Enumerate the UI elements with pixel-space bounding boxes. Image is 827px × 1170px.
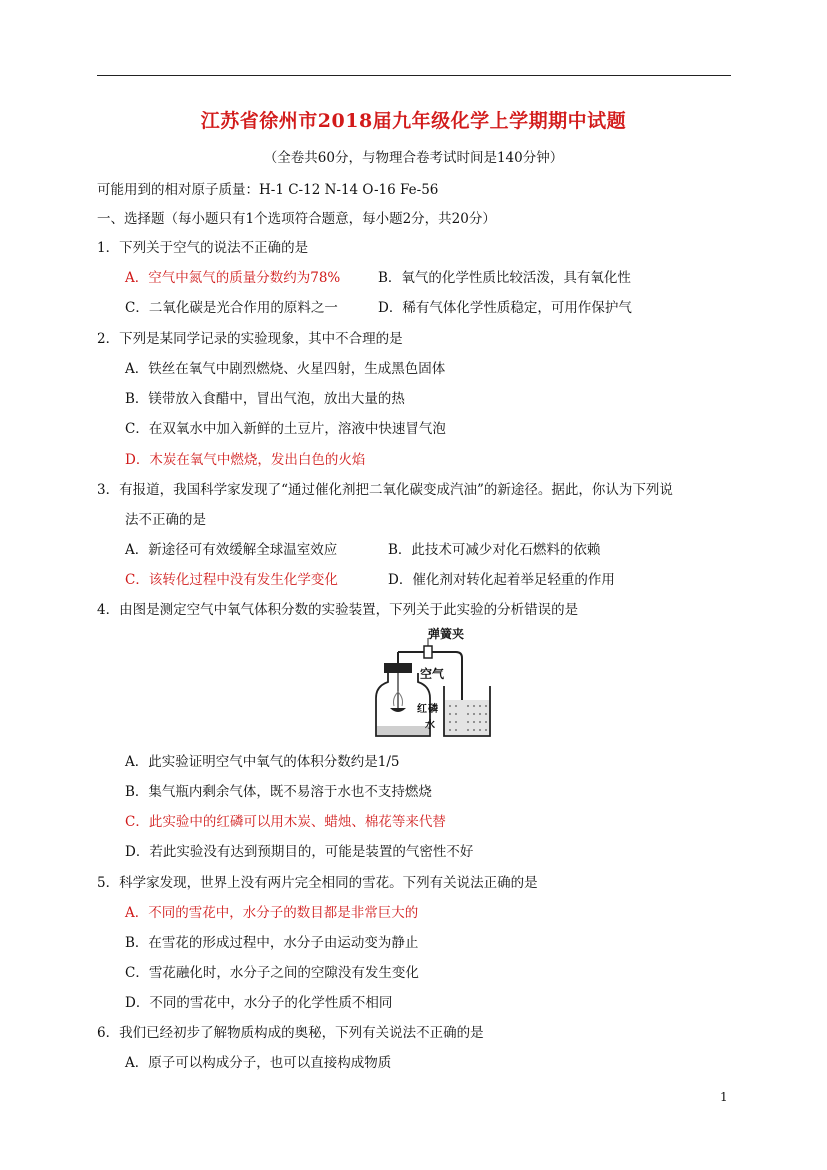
- question-5-option-d: D．不同的雪花中，水分子的化学性质不相同: [125, 995, 393, 1011]
- bottle-stopper: [384, 663, 412, 673]
- question-2-stem: 2．下列是某同学记录的实验现象，其中不合理的是: [97, 331, 403, 347]
- atomic-masses: 可能用到的相对原子质量：H-1 C-12 N-14 O-16 Fe-56: [97, 182, 439, 198]
- question-2-option-b: B．镁带放入食醋中，冒出气泡，放出大量的热: [125, 391, 405, 407]
- question-1-option-b: B．氧气的化学性质比较活泼，具有氧化性: [378, 270, 631, 286]
- question-4-option-a: A．此实验证明空气中氧气的体积分数约是1/5: [125, 754, 400, 770]
- question-5-option-c: C．雪花融化时，水分子之间的空隙没有发生变化: [125, 965, 419, 981]
- question-6-option-a: A．原子可以构成分子，也可以直接构成物质: [125, 1055, 392, 1071]
- question-3-option-d: D．催化剂对转化起着举足轻重的作用: [388, 572, 615, 588]
- question-1-option-c: C．二氧化碳是光合作用的原料之一: [125, 300, 338, 316]
- question-6-stem: 6．我们已经初步了解物质构成的奥秘，下列有关说法不正确的是: [97, 1025, 484, 1041]
- label-red-phosphorus-2: 磷: [428, 704, 438, 715]
- label-water: 水: [425, 720, 435, 731]
- question-5-option-a: A．不同的雪花中，水分子的数目都是非常巨大的: [125, 905, 419, 921]
- oxygen-experiment-diagram: [370, 626, 520, 744]
- label-air: 空气: [420, 667, 445, 681]
- label-red-phosphorus-1: 红: [417, 704, 427, 715]
- page-subtitle: （全卷共60分，与物理合卷考试时间是140分钟）: [263, 150, 564, 166]
- spring-clamp: [424, 646, 432, 658]
- question-3-option-a: A．新途径可有效缓解全球温室效应: [125, 542, 338, 558]
- question-2-option-d: D．木炭在氧气中燃烧，发出白色的火焰: [125, 452, 366, 468]
- question-2-option-a: A．铁丝在氧气中剧烈燃烧、火星四射，生成黑色固体: [125, 361, 446, 377]
- question-3-stem: 3．有报道，我国科学家发现了“通过催化剂把二氧化碳变成汽油”的新途径。据此，你认为下列说: [97, 482, 673, 498]
- question-5-option-b: B．在雪花的形成过程中，水分子由运动变为静止: [125, 935, 419, 951]
- header-rule: [97, 75, 731, 76]
- question-4-option-c: C．此实验中的红磷可以用木炭、蜡烛、棉花等来代替: [125, 814, 446, 830]
- question-4-stem: 4．由图是测定空气中氧气体积分数的实验装置，下列关于此实验的分析错误的是: [97, 602, 579, 618]
- question-2-option-c: C．在双氧水中加入新鲜的土豆片，溶液中快速冒气泡: [125, 421, 446, 437]
- label-spring-clamp: 弹簧夹: [428, 627, 465, 641]
- question-3-stem-continued: 法不正确的是: [125, 512, 206, 528]
- question-1-stem: 1．下列关于空气的说法不正确的是: [97, 240, 309, 256]
- beaker-water: [445, 700, 489, 735]
- question-5-stem: 5．科学家发现，世界上没有两片完全相同的雪花。下列有关说法正确的是: [97, 875, 538, 891]
- section-heading: 一、选择题（每小题只有1个选项符合题意，每小题2分，共20分）: [97, 211, 496, 227]
- question-1-option-a: A．空气中氮气的质量分数约为78%: [125, 270, 341, 286]
- question-4-option-d: D．若此实验没有达到预期目的，可能是装置的气密性不好: [125, 844, 474, 860]
- page-title: 江苏省徐州市2018届九年级化学上学期期中试题: [200, 110, 627, 132]
- question-1-option-d: D．稀有气体化学性质稳定，可用作保护气: [378, 300, 632, 316]
- question-3-option-c: C．该转化过程中没有发生化学变化: [125, 572, 338, 588]
- question-3-option-b: B．此技术可减少对化石燃料的依赖: [388, 542, 601, 558]
- combustion-spoon: [390, 708, 406, 712]
- bottle-water: [377, 726, 429, 735]
- page-number: 1: [720, 1090, 728, 1104]
- question-4-option-b: B．集气瓶内剩余气体，既不易溶于水也不支持燃烧: [125, 784, 432, 800]
